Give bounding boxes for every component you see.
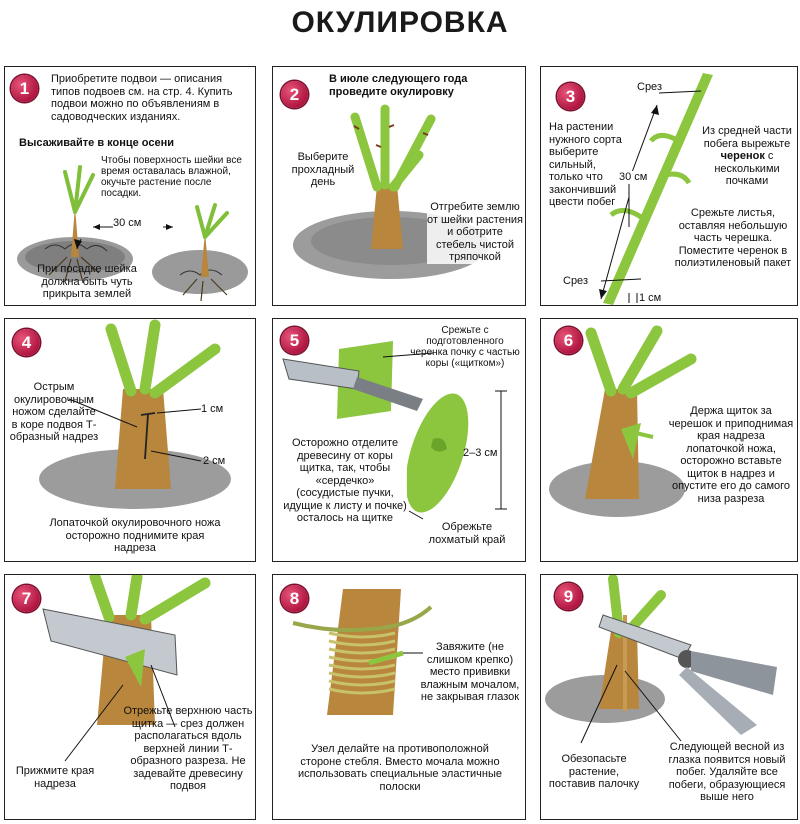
step-1-panel [4, 66, 256, 306]
step-7-right: Отрежьте верхнюю часть щитка — срез должен располагаться вдоль верхней линии Т-образного разреза. Не задевайте древесину подвоя [123, 705, 253, 792]
step-3-length: 30 см [619, 171, 655, 184]
step-5-top-right: Срежьте с подготовленного черенка почку с частью коры («щитком») [410, 325, 520, 369]
step-9-panel [540, 574, 798, 820]
step-3-right-post: с несколькими почками [714, 150, 780, 187]
step-5-badge: 5 [281, 327, 308, 354]
step-4-left: Острым окулировочным ножом сделайте в коре подвоя Т-образный надрез [9, 381, 99, 443]
step-2-badge: 2 [281, 81, 308, 108]
step-4-panel [4, 318, 256, 562]
step-6-right: Держа щиток за черешок и приподнимая края надреза лопаточкой ножа, осторожно вставьте щиток в надрез и опустите его до самого низа разреза [668, 405, 794, 505]
step-8-badge: 8 [281, 585, 308, 612]
step-8-bottom: Узел делайте на противоположной стороне стебля. Вместо мочала можно использовать специальные эластичные полоски [298, 743, 502, 793]
step-2-left: Выберите прохладный день [291, 151, 355, 188]
step-5-size: 2–3 см [463, 447, 498, 459]
step-3-panel [540, 66, 798, 306]
step-1-distance: 30 см [113, 217, 163, 230]
step-7-left: Прижмите края надреза [15, 765, 95, 790]
step-3-right-bold: черенок [720, 150, 765, 162]
step-6-panel [540, 318, 798, 562]
step-1-heading: Высаживайте в конце осени [19, 137, 175, 149]
step-2-heading: В июле следующего года проведите окулировку [329, 73, 468, 98]
step-1-note-top: Чтобы поверхность шейки все время оставалась влажной, окучьте растение после посадки. [101, 155, 242, 199]
step-3-cut-top: Срез [637, 81, 662, 93]
step-8-right: Завяжите (не слишком крепко) место прививки влажным мочалом, не закрывая глазок [420, 641, 520, 703]
step-3-small: 1 см [639, 292, 662, 304]
step-3-cut-bottom: Срез [563, 275, 588, 287]
step-1-badge: 1 [11, 75, 38, 102]
step-9-badge: 9 [555, 583, 582, 610]
step-6-badge: 6 [555, 327, 582, 354]
step-3-right-pre: Из средней части побега вырежьте [702, 125, 792, 150]
step-9-left: Обезопасьте растение, поставив палочку [548, 753, 640, 790]
step-2-right: Отгребите землю от шейки растения и оботрите стебель чистой тряпочкой [427, 201, 524, 263]
step-5-bottom-right: Обрежьте лохматый край [428, 521, 506, 546]
step-3-badge: 3 [557, 83, 584, 110]
step-4-bottom-mark: 2 см [203, 455, 226, 467]
step-7-panel [4, 574, 256, 820]
step-8-panel [272, 574, 526, 820]
step-4-bottom: Лопаточкой окулировочного ножа осторожно поднимите края надреза [49, 517, 221, 554]
step-9-right: Следующей весной из глазка появится новый побег. Удаляйте все побеги, образующиеся выше него [668, 741, 786, 803]
step-5-panel [272, 318, 526, 562]
step-4-badge: 4 [13, 329, 40, 356]
step-7-badge: 7 [13, 585, 40, 612]
step-4-top-mark: 1 см [201, 403, 224, 415]
step-3-right [699, 125, 795, 188]
step-2-panel [272, 66, 526, 306]
step-1-intro: Приобретите подвои — описания типов подвоев см. на стр. 4. Купить подвои можно по объявлениям в садоводческих изданиях. [51, 73, 233, 123]
step-3-right2: Срежьте листья, оставляя небольшую часть черешка. Поместите черенок в полиэтиленовый пакет [674, 207, 792, 269]
step-5-left: Осторожно отделите древесину от коры щитка, так, чтобы «сердечко» (сосудистые пучки, идущие к листу и почке) осталось на щитке [283, 437, 407, 524]
page-title: ОКУЛИРОВКА [291, 6, 509, 39]
step-3-left: На растении нужного сорта выберите сильный, только что закончивший цвести побег [549, 121, 622, 208]
step-1-note-bottom: При посадке шейка должна быть чуть прикрыта землей [37, 263, 137, 300]
